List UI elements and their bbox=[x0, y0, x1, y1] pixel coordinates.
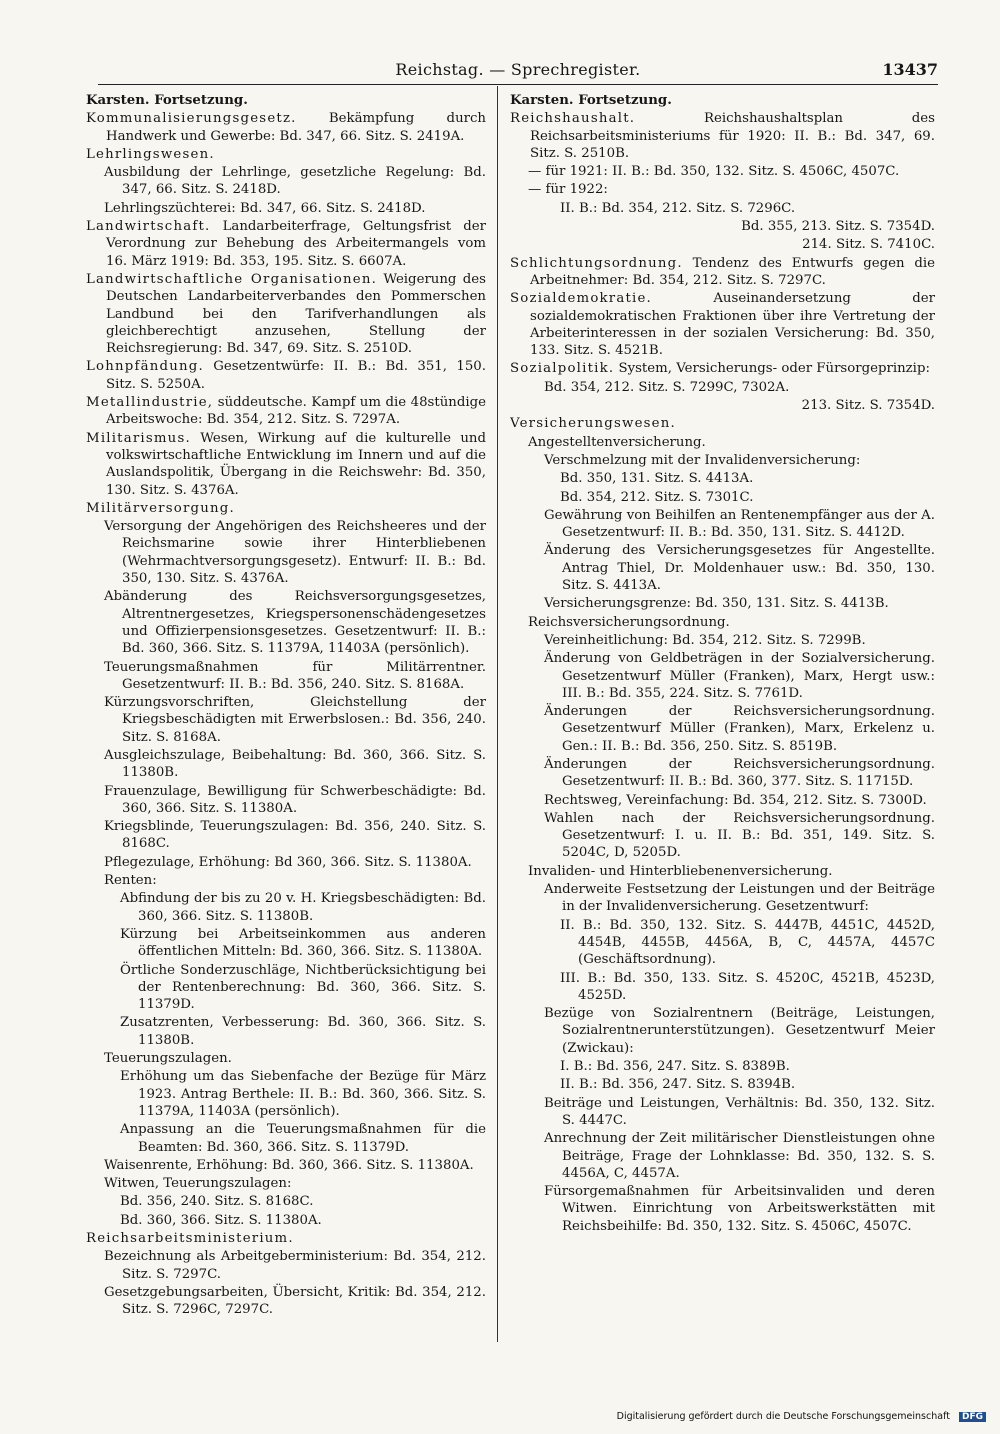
index-entry bbox=[86, 926, 486, 961]
index-entry bbox=[510, 218, 935, 235]
entry-text: Renten: bbox=[104, 873, 157, 889]
entry-text: II. B.: Bd. 350, 132. Sitz. S. 4447B, 4451C, 4452D, 4454B, 4455B, 4456A, B, C, 4457A, 4457C (Geschäftsordnung). bbox=[560, 917, 935, 968]
entry-text: Erhöhung um das Siebenfache der Bezüge für März 1923. Antrag Berthele: II. B.: Bd. 360, 366. Sitz. S. 11379A, 11403A (persönlich). bbox=[120, 1069, 486, 1119]
right-column-heading: Karsten. Fortsetzung. bbox=[510, 93, 672, 108]
entry-text: Bekämpfung durch Handwerk und Gewerbe: Bd. 347, 66. Sitz. S. 2419A. bbox=[106, 111, 486, 144]
index-entry bbox=[86, 430, 486, 499]
entry-text: Witwen, Teuerungszulagen: bbox=[104, 1176, 292, 1192]
entry-text: Kürzungsvorschriften, Gleichstellung der Kriegsbeschädigten mit Erwerbslosen.: Bd. 356, 240. Sitz. S. 8168A. bbox=[104, 695, 486, 745]
page-title: Reichstag. — Sprechregister. bbox=[395, 60, 641, 79]
index-entry bbox=[86, 200, 486, 217]
index-entry bbox=[86, 1193, 486, 1210]
index-entry bbox=[510, 542, 935, 594]
index-entry bbox=[510, 110, 935, 162]
left-column bbox=[86, 92, 486, 1392]
index-entry bbox=[86, 818, 486, 853]
entry-term: Landwirtschaftliche Organisationen. bbox=[86, 271, 378, 287]
entry-text: II. B.: Bd. 354, 212. Sitz. S. 7296C. bbox=[560, 200, 796, 216]
entry-text: Abfindung der bis zu 20 v. H. Kriegsbeschädigten: Bd. 360, 366. Sitz. S. 11380B. bbox=[120, 891, 486, 924]
index-entry bbox=[86, 1014, 486, 1049]
entry-text: Bd. 350, 131. Sitz. S. 4413A. bbox=[560, 471, 754, 487]
entry-text: Reichsversicherungsordnung. bbox=[528, 614, 730, 630]
entry-text: 213. Sitz. S. 7354D. bbox=[801, 398, 935, 414]
index-entry bbox=[86, 1050, 486, 1067]
index-entry bbox=[86, 747, 486, 782]
entry-text: Bd. 354, 212. Sitz. S. 7299C, 7302A. bbox=[544, 379, 790, 395]
entry-text: Pflegezulage, Erhöhung: Bd 360, 366. Sitz. S. 11380A. bbox=[104, 854, 472, 870]
entry-term: Lehrlingswesen. bbox=[86, 146, 215, 162]
index-entry bbox=[86, 1284, 486, 1319]
entry-text: Bd. 355, 213. Sitz. S. 7354D. bbox=[741, 219, 935, 235]
index-entry bbox=[510, 415, 935, 432]
index-entry bbox=[510, 917, 935, 969]
entry-text: Rechtsweg, Vereinfachung: Bd. 354, 212. Sitz. S. 7300D. bbox=[544, 792, 927, 808]
index-entry bbox=[510, 632, 935, 649]
entry-text: Teuerungsmaßnahmen für Militärrentner. Gesetzentwurf: II. B.: Bd. 356, 240. Sitz. S. 8168A. bbox=[104, 659, 486, 692]
entry-term: Lohnpfändung. bbox=[86, 359, 204, 375]
entry-text: Reichshaushaltsplan des Reichsarbeitsministeriums für 1920: II. B.: Bd. 347, 69. Sitz. S. 2510B. bbox=[530, 111, 935, 161]
entry-text: Beiträge und Leistungen, Verhältnis: Bd. 350, 132. Sitz. S. 4447C. bbox=[544, 1095, 935, 1128]
index-entry bbox=[510, 489, 935, 506]
entry-term: Militärversorgung. bbox=[86, 500, 235, 516]
entry-text: Wesen, Wirkung auf die kulturelle und volkswirtschaftliche Entwicklung im Innern und auf die Auslandspolitik, Übergang in die Reichswehr: Bd. 350, 130. Sitz. S. 4376A. bbox=[106, 430, 486, 498]
index-entry bbox=[86, 659, 486, 694]
index-entry bbox=[86, 1230, 486, 1247]
index-entry bbox=[86, 164, 486, 199]
index-entry bbox=[510, 863, 935, 880]
entry-text: Versorgung der Angehörigen des Reichsheeres und der Reichsmarine sowie ihrer Hinterbliebenen (Wehrmachtversorgungsgesetz). Entwurf: II. B.: Bd. 350, 130. Sitz. S. 4376A. bbox=[104, 519, 486, 587]
index-entry bbox=[86, 1068, 486, 1120]
column-divider bbox=[497, 86, 498, 1342]
index-entry bbox=[510, 1076, 935, 1093]
index-entry bbox=[510, 470, 935, 487]
index-entry bbox=[86, 962, 486, 1014]
entry-term: Landwirtschaft. bbox=[86, 219, 211, 235]
right-column bbox=[510, 92, 935, 1392]
entry-text: Verschmelzung mit der Invalidenversicherung: bbox=[544, 452, 861, 468]
index-entry bbox=[510, 360, 935, 377]
entry-text: Zusatzrenten, Verbesserung: Bd. 360, 366. Sitz. S. 11380B. bbox=[120, 1015, 486, 1048]
entry-text: Lehrlingszüchterei: Bd. 347, 66. Sitz. S. 2418D. bbox=[104, 200, 426, 216]
index-entry bbox=[86, 1175, 486, 1192]
index-entry bbox=[510, 703, 935, 755]
index-entry bbox=[510, 163, 935, 180]
index-entry bbox=[86, 271, 486, 357]
entry-term: Metallindustrie, bbox=[86, 395, 214, 411]
entry-text: Anpassung an die Teuerungsmaßnahmen für die Beamten: Bd. 360, 366. Sitz. S. 11379D. bbox=[120, 1122, 486, 1155]
entry-text: Ausbildung der Lehrlinge, gesetzliche Regelung: Bd. 347, 66. Sitz. S. 2418D. bbox=[104, 165, 486, 198]
index-entry bbox=[510, 1130, 935, 1182]
entry-text: Änderungen der Reichsversicherungsordnung. Gesetzentwurf Müller (Franken), Marx, Erkelenz u. Gen.: II. B.: Bd. 356, 250. Sitz. S. 8519B. bbox=[544, 704, 935, 754]
entry-text: Invaliden- und Hinterbliebenenversicherung. bbox=[528, 863, 833, 879]
entry-text: Anrechnung der Zeit militärischer Dienstleistungen ohne Beiträge, Frage der Lohnklasse: Bd. 350, 132. S. S. 4456A, C, 4457A. bbox=[544, 1131, 935, 1181]
entry-text: Kriegsblinde, Teuerungszulagen: Bd. 356, 240. Sitz. S. 8168C. bbox=[104, 819, 486, 852]
index-entry bbox=[86, 872, 486, 889]
entry-term: Militarismus. bbox=[86, 430, 191, 446]
entry-text: süddeutsche. Kampf um die 48stündige Arbeitswoche: Bd. 354, 212. Sitz. S. 7297A. bbox=[106, 395, 486, 428]
index-entry bbox=[86, 694, 486, 746]
index-entry bbox=[510, 379, 935, 396]
entry-text: Bd. 354, 212. Sitz. S. 7301C. bbox=[560, 489, 754, 505]
index-entry bbox=[86, 783, 486, 818]
index-entry bbox=[510, 181, 935, 198]
entry-text: Ausgleichszulage, Beibehaltung: Bd. 360, 366. Sitz. S. 11380B. bbox=[104, 747, 486, 781]
entry-text: Versicherungsgrenze: Bd. 350, 131. Sitz. S. 4413B. bbox=[544, 596, 889, 612]
entry-text: I. B.: Bd. 356, 247. Sitz. S. 8389B. bbox=[560, 1059, 790, 1075]
entry-text: Auseinandersetzung der sozialdemokratischen Fraktionen über ihre Vertretung der Arbeiterinteressen in der sozialen Versicherung: Bd. 350, 133. Sitz. S. 4521B. bbox=[530, 291, 935, 359]
entry-text: II. B.: Bd. 356, 247. Sitz. S. 8394B. bbox=[560, 1077, 796, 1093]
entry-text: Örtliche Sonderzuschläge, Nichtberücksichtigung bei der Rentenberechnung: Bd. 360, 366. Sitz. S. 11379D. bbox=[120, 962, 486, 1013]
entry-text: Abänderung des Reichsversorgungsgesetzes, Altrentnergesetzes, Kriegspersonenschädengesetzes und Offizierpensionsgesetzes. Gesetzentwurf: II. B.: Bd. 360, 366. Sitz. S. 11379A, 11403A (persönlich). bbox=[104, 589, 486, 657]
entry-term: Schlichtungsordnung. bbox=[510, 255, 683, 271]
dfg-logo: DFG bbox=[959, 1412, 986, 1422]
entry-text: Vereinheitlichung: Bd. 354, 212. Sitz. S. 7299B. bbox=[544, 632, 866, 648]
entry-text: Gesetzentwürfe: II. B.: Bd. 351, 150. Sitz. S. 5250A. bbox=[106, 359, 486, 392]
index-entry bbox=[86, 394, 486, 429]
entry-text: Bezeichnung als Arbeitgeberministerium: Bd. 354, 212. Sitz. S. 7297C. bbox=[104, 1249, 486, 1282]
entry-text: Änderungen der Reichsversicherungsordnung. Gesetzentwurf: II. B.: Bd. 360, 377. Sitz. S. 11715D. bbox=[544, 756, 935, 790]
index-entry bbox=[86, 1212, 486, 1229]
index-entry bbox=[510, 452, 935, 469]
index-entry bbox=[510, 792, 935, 809]
index-entry bbox=[86, 1121, 486, 1156]
entry-text: Frauenzulage, Bewilligung für Schwerbeschädigte: Bd. 360, 366. Sitz. S. 11380A. bbox=[104, 783, 486, 816]
index-entry bbox=[510, 1058, 935, 1075]
right-entries bbox=[510, 110, 935, 1235]
entry-text: Bd. 356, 240. Sitz. S. 8168C. bbox=[120, 1194, 314, 1210]
index-entry bbox=[510, 1005, 935, 1057]
index-entry bbox=[86, 518, 486, 587]
entry-text: Wahlen nach der Reichsversicherungsordnung. Gesetzentwurf: I. u. II. B.: Bd. 351, 149. Sitz. S. 5204C, D, 5205D. bbox=[544, 810, 935, 861]
entry-text: Anderweite Festsetzung der Leistungen und der Beiträge in der Invalidenversicherung. Gesetzentwurf: bbox=[544, 882, 935, 915]
index-entry bbox=[510, 970, 935, 1005]
entry-text: Bezüge von Sozialrentnern (Beiträge, Leistungen, Sozialrentnerunterstützungen). Gesetzentwurf Meier (Zwickau): bbox=[544, 1006, 935, 1056]
index-entry bbox=[510, 1095, 935, 1130]
footer-credit: Digitalisierung gefördert durch die Deutsche Forschungsgemeinschaft bbox=[616, 1411, 950, 1422]
index-entry bbox=[510, 881, 935, 916]
entry-text: Teuerungszulagen. bbox=[104, 1051, 232, 1067]
index-entry bbox=[86, 854, 486, 871]
entry-text: Gesetzgebungsarbeiten, Übersicht, Kritik: Bd. 354, 212. Sitz. S. 7296C, 7297C. bbox=[104, 1284, 486, 1318]
entry-text: Bd. 360, 366. Sitz. S. 11380A. bbox=[120, 1212, 322, 1228]
entry-term: Reichsarbeitsministerium. bbox=[86, 1231, 294, 1246]
entry-term: Versicherungswesen. bbox=[510, 416, 676, 432]
index-entry bbox=[510, 255, 935, 290]
index-entry bbox=[510, 810, 935, 862]
index-entry bbox=[510, 200, 935, 217]
entry-text: Kürzung bei Arbeitseinkommen aus anderen öffentlichen Mitteln: Bd. 360, 366. Sitz. S. 11380A. bbox=[120, 926, 486, 960]
entry-text: Änderung des Versicherungsgesetzes für Angestellte. Antrag Thiel, Dr. Moldenhauer usw.: Bd. 350, 130. Sitz. S. 4413A. bbox=[544, 543, 935, 594]
left-entries bbox=[86, 110, 486, 1318]
entry-text: 214. Sitz. S. 7410C. bbox=[802, 237, 935, 253]
entry-text: Angestelltenversicherung. bbox=[528, 434, 706, 450]
index-entry bbox=[510, 595, 935, 612]
entry-term: Sozialdemokratie. bbox=[510, 291, 652, 307]
index-entry bbox=[86, 500, 486, 517]
index-entry bbox=[86, 1157, 486, 1174]
entry-text: Landarbeiterfrage, Geltungsfrist der Verordnung zur Behebung des Arbeitermangels vom 16. März 1919: Bd. 353, 195. Sitz. S. 6607A. bbox=[106, 219, 486, 269]
index-entry bbox=[510, 236, 935, 253]
index-entry bbox=[510, 507, 935, 542]
entry-term: Kommunalisierungsgesetz. bbox=[86, 111, 297, 127]
index-entry bbox=[86, 146, 486, 163]
index-entry bbox=[510, 614, 935, 631]
entry-text: Waisenrente, Erhöhung: Bd. 360, 366. Sitz. S. 11380A. bbox=[104, 1157, 474, 1173]
page-header bbox=[98, 58, 938, 85]
index-entry bbox=[86, 890, 486, 925]
entry-text: — für 1922: bbox=[528, 182, 608, 198]
page-number: 13437 bbox=[882, 60, 938, 79]
entry-text: Änderung von Geldbeträgen in der Sozialversicherung. Gesetzentwurf Müller (Franken), Marx, Hergt usw.: III. B.: Bd. 355, 224. Sitz. S. 7761D. bbox=[544, 651, 935, 701]
index-entry bbox=[510, 650, 935, 702]
index-entry bbox=[86, 218, 486, 270]
index-entry bbox=[510, 434, 935, 451]
entry-text: Tendenz des Entwurfs gegen die Arbeitnehmer: Bd. 354, 212. Sitz. S. 7297C. bbox=[530, 255, 935, 288]
index-entry bbox=[86, 358, 486, 393]
digitization-footer bbox=[560, 1411, 986, 1422]
entry-term: Sozialpolitik. bbox=[510, 361, 615, 377]
index-entry bbox=[86, 1248, 486, 1283]
index-entry bbox=[86, 588, 486, 657]
entry-text: Fürsorgemaßnahmen für Arbeitsinvaliden und deren Witwen. Einrichtung von Arbeitswerkstätten mit Reichsbeihilfe: Bd. 350, 132. Sitz. S. 4506C, 4507C. bbox=[544, 1184, 935, 1234]
entry-text: Gewährung von Beihilfen an Rentenempfänger aus der A. Gesetzentwurf: II. B.: Bd. 350, 131. Sitz. S. 4412D. bbox=[544, 507, 935, 541]
entry-term: Reichshaushalt. bbox=[510, 111, 636, 127]
index-entry bbox=[86, 110, 486, 145]
index-entry bbox=[510, 290, 935, 359]
entry-text: Weigerung des Deutschen Landarbeiterverbandes den Pommerschen Landbund bei den Tarifverhandlungen als gleichberechtigt anzusehen, Stellung der Reichsregierung: Bd. 347, 69. Sitz. S. 2510D. bbox=[106, 271, 486, 357]
entry-text: System, Versicherungs- oder Fürsorgeprinzip: bbox=[614, 361, 930, 377]
index-entry bbox=[510, 756, 935, 791]
entry-text: — für 1921: II. B.: Bd. 350, 132. Sitz. S. 4506C, 4507C. bbox=[528, 164, 900, 180]
left-column-heading: Karsten. Fortsetzung. bbox=[86, 93, 248, 108]
index-entry bbox=[510, 1183, 935, 1235]
index-entry bbox=[510, 397, 935, 414]
entry-text: III. B.: Bd. 350, 133. Sitz. S. 4520C, 4521B, 4523D, 4525D. bbox=[560, 970, 935, 1003]
